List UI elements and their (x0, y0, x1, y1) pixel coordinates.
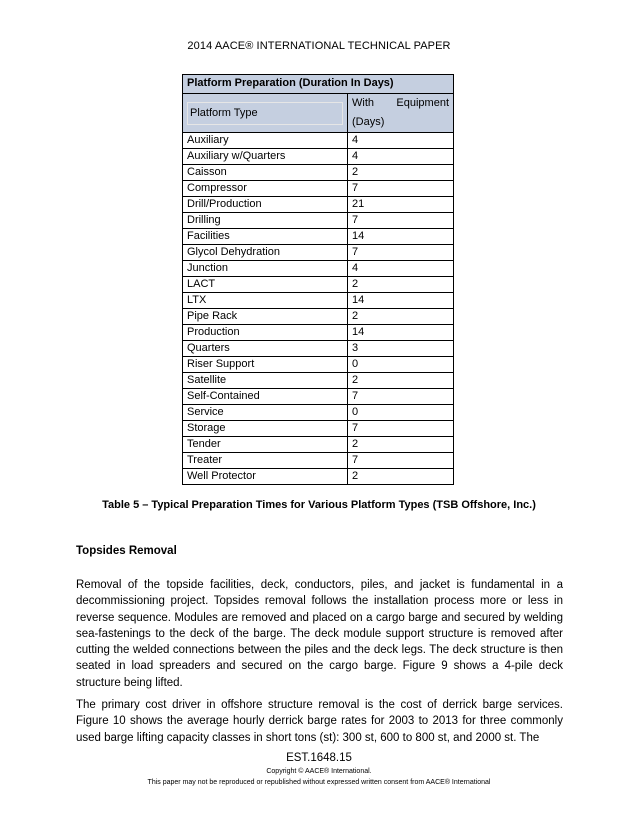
column-header-platform-type: Platform Type (183, 94, 348, 133)
table-row (183, 373, 454, 389)
column-header-word-with: With (352, 97, 374, 109)
table-row (183, 213, 454, 229)
table-row (183, 437, 454, 453)
platform-preparation-table (182, 74, 454, 485)
platform-type-cell: Junction (183, 261, 348, 277)
body-paragraph: Removal of the topside facilities, deck, conductors, piles, and jacket is fundamental in a decommissioning project. Topsides removal follows the installation process more or less in reverse sequence. Modules are removed and placed on a cargo barge and secured by welding sea-fastenings to the deck of the barge. The deck module support structure is removed after cutting the welded connections between the piles and the deck legs. The deck structure is then seated in load spreaders and secured on the cargo barge. Figure 9 shows a 4-pile deck structure being lifted. (76, 579, 563, 689)
platform-type-cell: Storage (183, 421, 348, 437)
duration-days-cell: 0 (348, 357, 454, 373)
table-row (183, 133, 454, 149)
table-row (183, 293, 454, 309)
duration-days-cell: 2 (348, 373, 454, 389)
table-row (183, 197, 454, 213)
document-id: EST.1648.15 (286, 752, 352, 764)
duration-days-cell: 7 (348, 245, 454, 261)
platform-type-cell: LTX (183, 293, 348, 309)
table-row (183, 245, 454, 261)
platform-type-cell: Auxiliary (183, 133, 348, 149)
table-row (183, 261, 454, 277)
platform-type-cell: Quarters (183, 341, 348, 357)
duration-days-cell: 4 (348, 133, 454, 149)
table-row (183, 181, 454, 197)
duration-days-cell: 4 (348, 261, 454, 277)
duration-days-cell: 14 (348, 293, 454, 309)
copyright-notice: Copyright © AACE® International. (266, 768, 372, 775)
platform-type-cell: Glycol Dehydration (183, 245, 348, 261)
table-row (183, 309, 454, 325)
column-header-unit: (Days) (352, 116, 385, 128)
duration-days-cell: 2 (348, 277, 454, 293)
body-paragraph: The primary cost driver in offshore structure removal is the cost of derrick barge services. Figure 10 shows the average hourly derrick barge rates for 2003 to 2013 for three commonly used barge lifting capacity classes in short tons (st): 300 st, 600 to 800 st, and 2000 st. The (76, 699, 563, 744)
duration-days-cell: 2 (348, 309, 454, 325)
duration-days-cell: 7 (348, 181, 454, 197)
table-row (183, 389, 454, 405)
platform-type-cell: Drill/Production (183, 197, 348, 213)
table-row (183, 453, 454, 469)
table-caption: Table 5 – Typical Preparation Times for Various Platform Types (TSB Offshore, Inc.) (102, 499, 536, 511)
duration-days-cell: 4 (348, 149, 454, 165)
platform-type-cell: Riser Support (183, 357, 348, 373)
duration-days-cell: 0 (348, 405, 454, 421)
platform-type-cell: Tender (183, 437, 348, 453)
page-header: 2014 AACE® INTERNATIONAL TECHNICAL PAPER (187, 40, 451, 52)
duration-days-cell: 2 (348, 469, 454, 485)
table-title: Platform Preparation (Duration In Days) (183, 75, 454, 94)
column-header-with-equipment (348, 94, 454, 133)
table-row (183, 341, 454, 357)
duration-days-cell: 7 (348, 389, 454, 405)
platform-type-cell: Auxiliary w/Quarters (183, 149, 348, 165)
duration-days-cell: 7 (348, 453, 454, 469)
platform-type-cell: Satellite (183, 373, 348, 389)
table-row (183, 277, 454, 293)
table-row (183, 165, 454, 181)
table-row (183, 149, 454, 165)
platform-type-cell: Pipe Rack (183, 309, 348, 325)
reproduction-notice: This paper may not be reproduced or republished without expressed written consent from AACE® International (147, 779, 491, 786)
section-title: Topsides Removal (76, 545, 177, 557)
duration-days-cell: 3 (348, 341, 454, 357)
platform-type-cell: Caisson (183, 165, 348, 181)
platform-type-cell: Self-Contained (183, 389, 348, 405)
table-row (183, 229, 454, 245)
duration-days-cell: 14 (348, 325, 454, 341)
table-row (183, 405, 454, 421)
duration-days-cell: 7 (348, 213, 454, 229)
table-row (183, 469, 454, 485)
table-row (183, 357, 454, 373)
table-body (183, 133, 454, 485)
column-header-word-equipment: Equipment (396, 97, 449, 109)
duration-days-cell: 2 (348, 437, 454, 453)
platform-type-cell: Production (183, 325, 348, 341)
duration-days-cell: 14 (348, 229, 454, 245)
platform-type-cell: LACT (183, 277, 348, 293)
platform-type-cell: Treater (183, 453, 348, 469)
platform-type-cell: Compressor (183, 181, 348, 197)
duration-days-cell: 7 (348, 421, 454, 437)
table-row (183, 421, 454, 437)
duration-days-cell: 21 (348, 197, 454, 213)
platform-type-cell: Facilities (183, 229, 348, 245)
table-row (183, 325, 454, 341)
platform-type-cell: Well Protector (183, 469, 348, 485)
platform-type-cell: Service (183, 405, 348, 421)
duration-days-cell: 2 (348, 165, 454, 181)
platform-type-cell: Drilling (183, 213, 348, 229)
